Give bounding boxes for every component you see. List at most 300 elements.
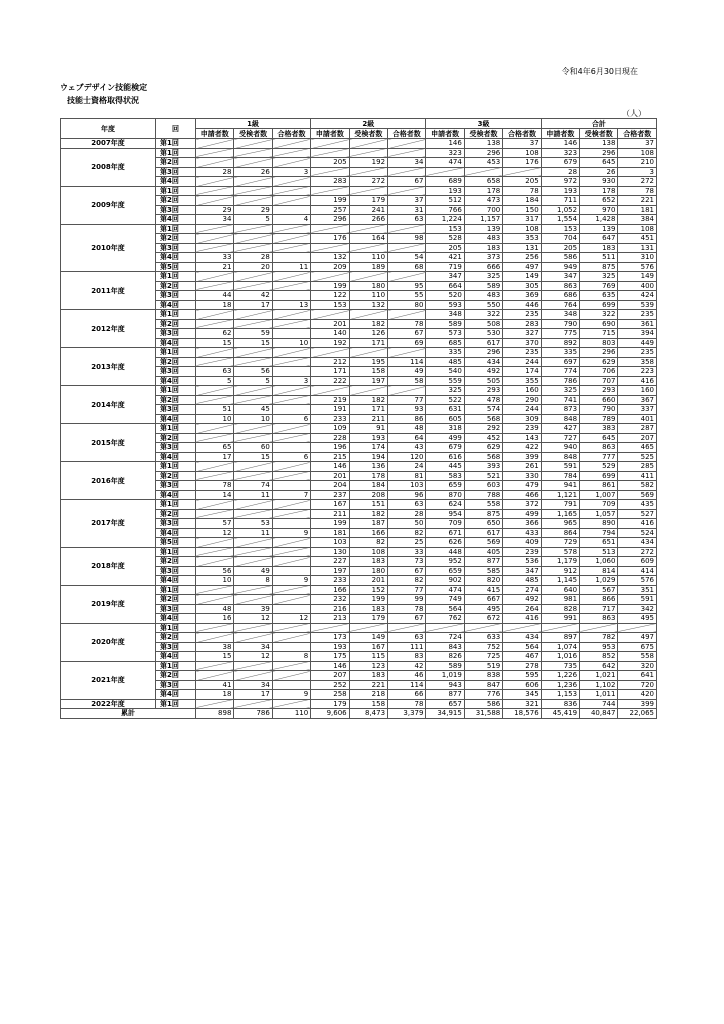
value-cell: 573 [426,329,464,339]
header-sub-cell: 受検者数 [464,129,502,139]
value-cell: 633 [464,633,502,643]
value-cell: 483 [464,234,502,244]
value-cell: 160 [503,386,541,396]
value-cell: 12 [196,528,234,538]
value-cell: 82 [388,528,426,538]
value-cell: 492 [464,367,502,377]
not-applicable-cell [349,272,387,282]
value-cell: 178 [580,186,618,196]
value-cell: 400 [618,281,657,291]
value-cell: 320 [618,661,657,671]
value-cell: 474 [426,585,464,595]
not-applicable-cell [272,310,310,320]
not-applicable-cell [349,139,387,149]
value-cell: 567 [580,585,618,595]
value-cell: 215 [311,452,349,462]
not-applicable-cell [272,433,310,443]
not-applicable-cell [234,633,272,643]
round-cell: 第2回 [156,234,196,244]
value-cell: 383 [580,424,618,434]
report-subtitle: 技能士資格取得状況 [67,96,139,105]
value-cell: 593 [426,300,464,310]
value-cell: 325 [464,272,502,282]
round-cell: 第2回 [156,471,196,481]
value-cell: 63 [388,500,426,510]
value-cell: 953 [580,642,618,652]
value-cell [272,604,310,614]
not-applicable-cell [388,623,426,633]
value-cell: 578 [541,547,579,557]
value-cell: 717 [580,604,618,614]
value-cell: 863 [580,614,618,624]
value-cell: 707 [580,376,618,386]
not-applicable-cell [272,623,310,633]
value-cell: 15 [234,338,272,348]
value-cell: 3 [618,167,657,177]
value-cell: 146 [541,139,579,149]
value-cell: 650 [464,519,502,529]
value-cell: 146 [311,462,349,472]
value-cell: 6 [272,452,310,462]
value-cell: 497 [503,262,541,272]
value-cell: 784 [541,471,579,481]
value-cell: 49 [388,367,426,377]
value-cell: 826 [426,652,464,662]
round-cell: 第1回 [156,424,196,434]
value-cell: 635 [580,291,618,301]
value-cell: 171 [311,367,349,377]
round-cell: 第4回 [156,490,196,500]
value-cell: 617 [464,338,502,348]
value-cell: 317 [503,215,541,225]
value-cell: 49 [234,566,272,576]
round-cell: 第2回 [156,595,196,605]
value-cell: 1,052 [541,205,579,215]
value-cell: 617 [464,528,502,538]
value-cell: 227 [311,557,349,567]
round-cell: 第1回 [156,547,196,557]
value-cell: 62 [196,329,234,339]
not-applicable-cell [272,186,310,196]
not-applicable-cell [388,224,426,234]
not-applicable-cell [234,234,272,244]
value-cell: 664 [426,281,464,291]
value-cell: 569 [464,538,502,548]
round-cell: 第1回 [156,139,196,149]
header-year: 年度 [61,119,156,139]
round-cell: 第1回 [156,699,196,709]
value-cell: 699 [580,471,618,481]
value-cell: 228 [311,433,349,443]
value-cell: 120 [388,452,426,462]
value-cell: 415 [464,585,502,595]
round-cell: 第3回 [156,680,196,690]
value-cell: 153 [311,300,349,310]
value-cell: 182 [349,509,387,519]
total-value-cell: 786 [234,709,272,719]
value-cell: 126 [349,329,387,339]
value-cell: 427 [541,424,579,434]
value-cell: 209 [311,262,349,272]
value-cell: 20 [234,262,272,272]
value-cell: 272 [618,547,657,557]
not-applicable-cell [234,699,272,709]
value-cell: 711 [541,196,579,206]
value-cell: 80 [388,300,426,310]
value-cell: 167 [349,642,387,652]
unit-label: （人） [622,109,646,118]
not-applicable-cell [196,585,234,595]
header-sub-cell: 合格者数 [618,129,657,139]
qualification-table [60,118,657,719]
value-cell: 342 [618,604,657,614]
value-cell: 233 [311,576,349,586]
round-cell: 第3回 [156,519,196,529]
value-cell: 197 [311,566,349,576]
table-row [61,386,657,396]
not-applicable-cell [311,243,349,253]
table-row [61,500,657,510]
not-applicable-cell [234,661,272,671]
value-cell: 325 [426,386,464,396]
value-cell: 322 [464,310,502,320]
value-cell: 81 [388,471,426,481]
total-value-cell: 22,065 [618,709,657,719]
not-applicable-cell [272,148,310,158]
value-cell: 8 [234,576,272,586]
value-cell: 205 [503,177,541,187]
value-cell: 199 [311,196,349,206]
value-cell: 67 [388,566,426,576]
value-cell: 158 [349,367,387,377]
value-cell: 451 [618,234,657,244]
year-cell: 2022年度 [61,699,156,709]
value-cell: 777 [580,452,618,462]
value-cell: 524 [618,528,657,538]
value-cell: 528 [426,234,464,244]
value-cell: 78 [503,186,541,196]
value-cell: 108 [503,224,541,234]
value-cell: 58 [388,376,426,386]
value-cell: 180 [349,281,387,291]
value-cell: 18 [196,300,234,310]
not-applicable-cell [196,623,234,633]
value-cell: 305 [503,281,541,291]
value-cell: 108 [349,547,387,557]
value-cell: 941 [541,481,579,491]
value-cell: 63 [388,215,426,225]
year-cell: 2020年度 [61,623,156,661]
round-cell: 第1回 [156,224,196,234]
value-cell: 78 [618,186,657,196]
not-applicable-cell [234,139,272,149]
value-cell: 257 [311,205,349,215]
not-applicable-cell [311,148,349,158]
not-applicable-cell [388,348,426,358]
value-cell: 140 [311,329,349,339]
not-applicable-cell [196,177,234,187]
value-cell: 453 [464,158,502,168]
value-cell: 709 [426,519,464,529]
not-applicable-cell [196,243,234,253]
value-cell: 530 [464,329,502,339]
value-cell: 296 [464,148,502,158]
value-cell: 244 [503,357,541,367]
not-applicable-cell [234,671,272,681]
value-cell: 766 [426,205,464,215]
round-cell: 第4回 [156,576,196,586]
value-cell: 153 [426,224,464,234]
value-cell: 788 [464,490,502,500]
not-applicable-cell [234,310,272,320]
not-applicable-cell [234,224,272,234]
value-cell: 114 [388,680,426,690]
value-cell: 41 [196,680,234,690]
value-cell: 679 [541,158,579,168]
value-cell: 5 [234,215,272,225]
value-cell: 146 [311,661,349,671]
value-cell: 347 [503,566,541,576]
not-applicable-cell [272,319,310,329]
value-cell: 642 [580,661,618,671]
round-cell: 第2回 [156,158,196,168]
value-cell: 626 [426,538,464,548]
not-applicable-cell [388,310,426,320]
value-cell: 1,007 [580,490,618,500]
value-cell: 434 [618,538,657,548]
value-cell: 659 [426,481,464,491]
year-cell: 2013年度 [61,348,156,386]
not-applicable-cell [196,310,234,320]
value-cell: 424 [618,291,657,301]
value-cell: 522 [426,395,464,405]
value-cell: 325 [541,386,579,396]
value-cell: 181 [618,205,657,215]
value-cell: 184 [349,481,387,491]
value-cell: 149 [618,272,657,282]
value-cell: 78 [196,481,234,491]
value-cell: 57 [196,519,234,529]
value-cell: 201 [311,319,349,329]
value-cell: 210 [618,158,657,168]
value-cell: 114 [388,357,426,367]
round-cell: 第2回 [156,671,196,681]
value-cell: 474 [426,158,464,168]
value-cell: 348 [541,310,579,320]
value-cell: 178 [349,471,387,481]
value-cell: 325 [580,272,618,282]
value-cell: 981 [541,595,579,605]
value-cell: 193 [349,433,387,443]
value-cell: 1,121 [541,490,579,500]
value-cell: 393 [464,462,502,472]
not-applicable-cell [311,623,349,633]
round-cell: 第4回 [156,177,196,187]
value-cell: 679 [426,443,464,453]
value-cell: 589 [426,661,464,671]
value-cell: 9 [272,690,310,700]
table-body [61,139,657,719]
value-cell: 752 [464,642,502,652]
table-row [61,547,657,557]
value-cell: 239 [503,547,541,557]
value-cell: 700 [464,205,502,215]
not-applicable-cell [234,148,272,158]
not-applicable-cell [272,699,310,709]
value-cell: 399 [618,699,657,709]
value-cell: 45 [234,405,272,415]
value-cell: 38 [196,642,234,652]
value-cell: 212 [311,357,349,367]
not-applicable-cell [272,234,310,244]
value-cell: 485 [426,357,464,367]
value-cell: 347 [426,272,464,282]
value-cell: 13 [272,300,310,310]
not-applicable-cell [234,243,272,253]
round-cell: 第3回 [156,443,196,453]
value-cell: 174 [349,443,387,453]
not-applicable-cell [541,623,579,633]
value-cell: 59 [234,329,272,339]
not-applicable-cell [272,471,310,481]
value-cell: 704 [541,234,579,244]
value-cell: 1,153 [541,690,579,700]
value-cell: 192 [349,158,387,168]
not-applicable-cell [272,671,310,681]
value-cell [272,519,310,529]
value-cell: 171 [349,405,387,415]
not-applicable-cell [196,547,234,557]
not-applicable-cell [196,671,234,681]
value-cell: 10 [234,414,272,424]
value-cell: 741 [541,395,579,405]
value-cell: 912 [541,566,579,576]
not-applicable-cell [234,500,272,510]
value-cell: 138 [580,139,618,149]
value-cell: 954 [426,509,464,519]
round-cell: 第4回 [156,690,196,700]
not-applicable-cell [272,348,310,358]
round-cell: 第1回 [156,272,196,282]
value-cell: 266 [349,215,387,225]
value-cell: 478 [464,395,502,405]
value-cell: 372 [503,500,541,510]
header-sub-cell: 受検者数 [234,129,272,139]
value-cell: 848 [541,414,579,424]
value-cell: 709 [580,500,618,510]
value-cell: 508 [464,319,502,329]
value-cell: 34 [388,158,426,168]
value-cell: 675 [618,642,657,652]
value-cell [272,367,310,377]
value-cell: 666 [464,262,502,272]
value-cell: 153 [541,224,579,234]
value-cell: 1,224 [426,215,464,225]
not-applicable-cell [503,623,541,633]
value-cell: 321 [503,699,541,709]
value-cell: 283 [311,177,349,187]
value-cell: 448 [426,547,464,557]
not-applicable-cell [272,585,310,595]
not-applicable-cell [311,272,349,282]
value-cell: 194 [349,452,387,462]
not-applicable-cell [503,167,541,177]
round-cell: 第3回 [156,291,196,301]
round-cell: 第1回 [156,186,196,196]
value-cell: 283 [503,319,541,329]
round-cell: 第4回 [156,215,196,225]
round-cell: 第1回 [156,585,196,595]
not-applicable-cell [234,272,272,282]
value-cell: 8 [272,652,310,662]
value-cell: 1,157 [464,215,502,225]
value-cell: 29 [234,205,272,215]
not-applicable-cell [272,500,310,510]
header-sub-cell: 合格者数 [272,129,310,139]
value-cell: 309 [503,414,541,424]
value-cell: 520 [426,291,464,301]
value-cell: 296 [580,348,618,358]
value-cell: 843 [426,642,464,652]
value-cell: 591 [541,462,579,472]
table-row [61,424,657,434]
year-cell: 2014年度 [61,386,156,424]
value-cell: 847 [464,680,502,690]
value-cell: 139 [464,224,502,234]
value-cell: 11 [234,490,272,500]
value-cell: 1,074 [541,642,579,652]
value-cell: 697 [541,357,579,367]
value-cell: 370 [503,338,541,348]
not-applicable-cell [618,623,657,633]
value-cell: 585 [464,566,502,576]
value-cell: 235 [618,348,657,358]
value-cell: 351 [618,585,657,595]
value-cell: 629 [464,443,502,453]
value-cell: 399 [503,452,541,462]
value-cell: 603 [464,481,502,491]
not-applicable-cell [388,148,426,158]
round-cell: 第1回 [156,661,196,671]
not-applicable-cell [196,281,234,291]
value-cell: 1,029 [580,576,618,586]
round-cell: 第1回 [156,148,196,158]
value-cell: 499 [426,433,464,443]
value-cell: 420 [618,690,657,700]
value-cell: 17 [196,452,234,462]
value-cell: 278 [503,661,541,671]
value-cell: 54 [388,253,426,263]
value-cell: 26 [580,167,618,177]
not-applicable-cell [196,471,234,481]
not-applicable-cell [272,595,310,605]
value-cell: 138 [464,139,502,149]
value-cell: 91 [349,424,387,434]
value-cell: 28 [196,167,234,177]
value-cell: 605 [426,414,464,424]
value-cell: 521 [464,471,502,481]
value-cell: 296 [464,348,502,358]
value-cell: 690 [580,319,618,329]
value-cell: 258 [311,690,349,700]
value-cell: 96 [388,490,426,500]
not-applicable-cell [196,633,234,643]
value-cell: 123 [349,661,387,671]
year-cell: 2015年度 [61,424,156,462]
not-applicable-cell [234,386,272,396]
value-cell: 384 [618,215,657,225]
total-value-cell: 31,588 [464,709,502,719]
